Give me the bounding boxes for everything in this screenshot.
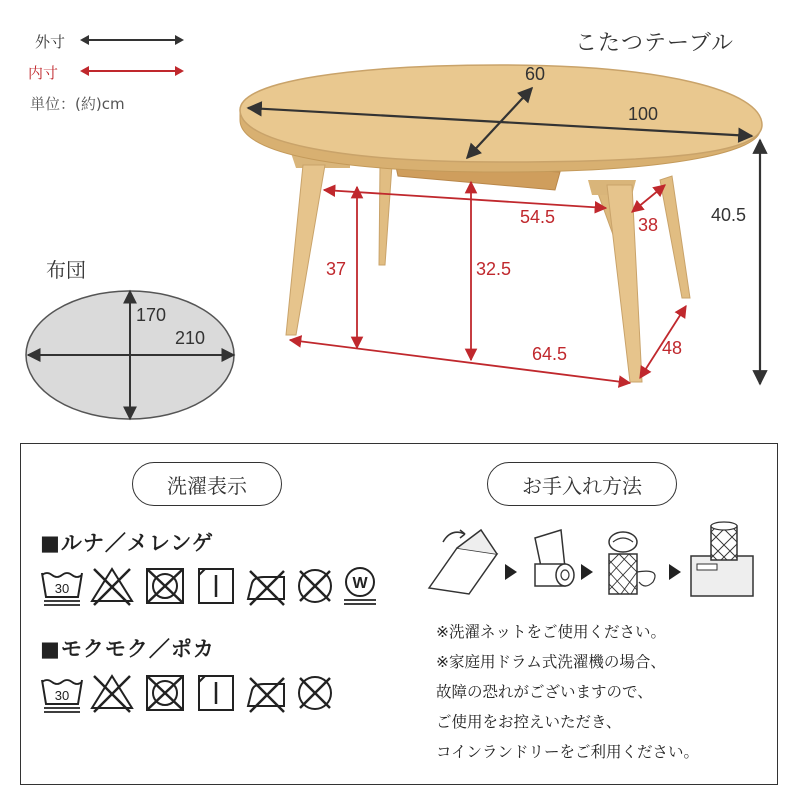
outer-dimension-label: 外寸 [35,33,66,51]
no-bleach-icon [92,569,132,605]
no-iron-icon [248,571,284,605]
hang-dry-icon [199,676,233,710]
no-bleach-icon [92,676,132,712]
variant-name: ■モクモク／ポカ [40,637,215,661]
futon-ellipse [18,285,243,425]
table-title: こたつテーブル [575,31,735,56]
net-bag-icon [609,532,655,594]
arrow-icon [669,564,681,580]
inner-dimension-label: 内寸 [28,64,59,82]
table-depth-value: 60 [525,64,546,84]
inner-depth-top-value: 38 [638,215,659,235]
arrow-icon [581,564,593,580]
hang-dry-icon [199,569,233,603]
variant-name: ■ルナ／メレンゲ [40,531,214,555]
table-width-value: 100 [628,104,659,124]
no-dry-clean-icon [299,677,331,709]
care-note: 故障の恐れがございますので、 [436,683,653,701]
laundry-symbols-row [40,565,385,607]
care-title: お手入れ方法 [487,462,677,506]
washing-machine-icon [691,522,753,596]
table-height-value: 40.5 [711,205,747,225]
care-note: ご使用をお控えいただき、 [436,713,622,731]
unit-label: 単位：(約)cm [30,95,125,113]
fold-icon [429,530,497,594]
care-steps [425,520,765,600]
no-tumble-dry-icon [147,569,183,603]
wash-30-gentle-icon [42,573,82,605]
wet-clean-icon [344,568,376,604]
wash-30-gentle-icon [42,680,82,712]
care-note: ※家庭用ドラム式洗濯機の場合、 [436,653,666,671]
futon-width-value: 210 [175,328,206,348]
svg-text:W: W [352,575,368,592]
laundry-symbols-row [40,672,340,714]
inner-depth-bottom-value: 48 [662,338,683,358]
laundry-title: 洗濯表示 [132,462,282,506]
arrow-icon [505,564,517,580]
inner-width-top-value: 54.5 [520,207,556,227]
no-tumble-dry-icon [147,676,183,710]
svg-text:30: 30 [54,581,70,596]
inner-width-bottom-value: 64.5 [532,344,568,364]
no-iron-icon [248,678,284,712]
care-note: コインランドリーをご利用ください。 [436,743,700,761]
futon-label: 布団 [46,258,86,282]
inner-leg-height-value: 37 [326,259,347,279]
inner-clearance-value: 32.5 [476,259,512,279]
roll-icon [535,530,574,586]
care-note: ※洗濯ネットをご使用ください。 [436,623,666,641]
svg-text:30: 30 [54,688,70,703]
futon-depth-value: 170 [136,305,167,325]
no-dry-clean-icon [299,570,331,602]
